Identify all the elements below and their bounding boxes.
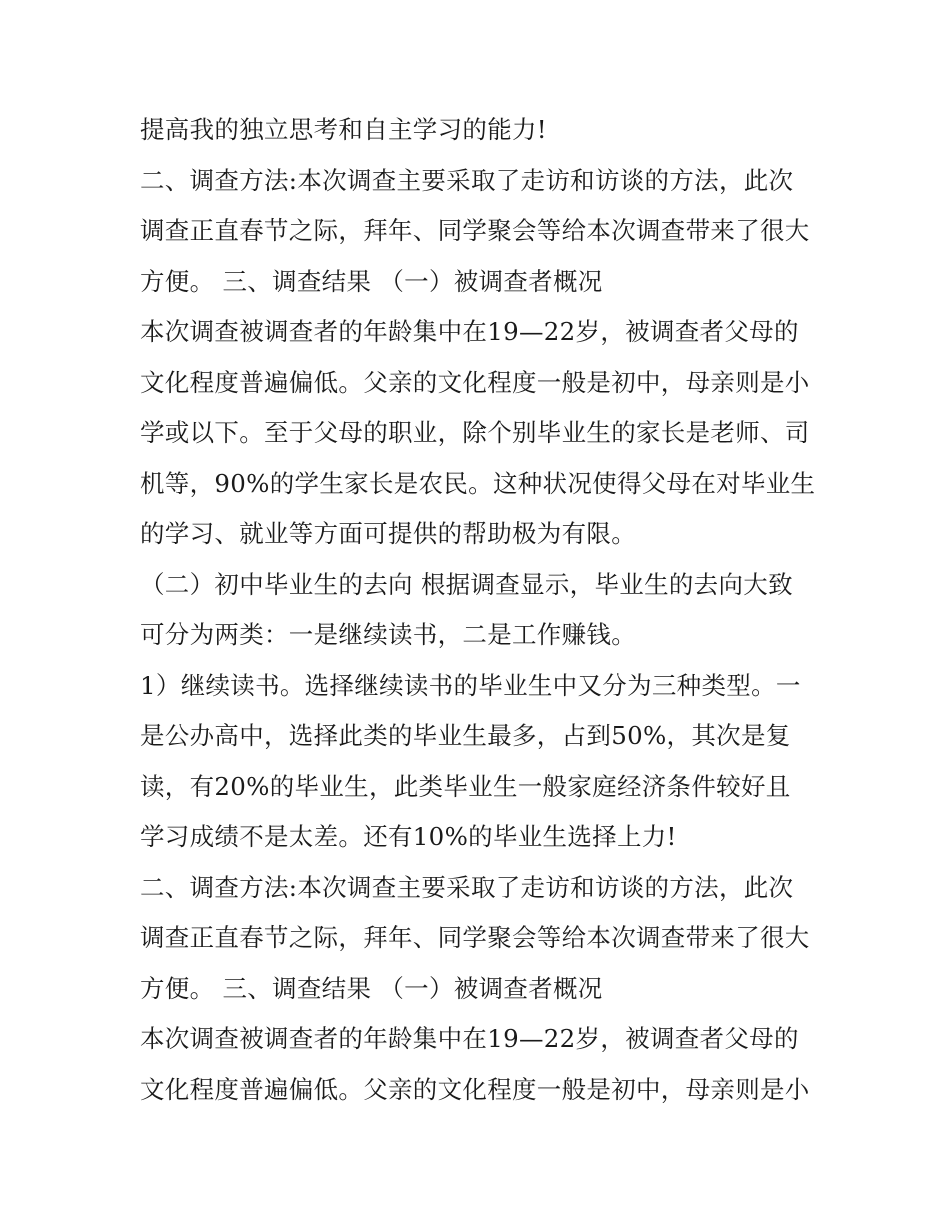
text-line: 方便。 三、调查结果 （一）被调查者概况 bbox=[140, 973, 603, 1003]
text-line: 学习成绩不是太差。还有10%的毕业生选择上力! bbox=[140, 822, 677, 851]
text-line: 是公办高中，选择此类的毕业生最多，占到50%，其次是复 bbox=[140, 721, 791, 750]
text-line: 本次调查被调查者的年龄集中在19—22岁，被调查者父母的 bbox=[140, 1024, 799, 1053]
text-line: 调查正直春节之际，拜年、同学聚会等给本次调查带来了很大 bbox=[140, 923, 810, 952]
text-line: 可分为两类：一是继续读书，二是工作赚钱。 bbox=[140, 620, 636, 649]
text-line: 方便。 三、调查结果 （一）被调查者概况 bbox=[140, 266, 603, 296]
text-line: 本次调查被调查者的年龄集中在19—22岁，被调查者父母的 bbox=[140, 317, 799, 346]
text-line: 文化程度普遍偏低。父亲的文化程度一般是初中，母亲则是小 bbox=[140, 367, 810, 397]
text-line: 的学习、就业等方面可提供的帮助极为有限。 bbox=[140, 519, 636, 548]
text-line: 提高我的独立思考和自主学习的能力! bbox=[140, 115, 547, 144]
text-line: 机等，90%的学生家长是农民。这种状况使得父母在对毕业生 bbox=[140, 468, 816, 498]
text-line: 学或以下。至于父母的职业，除个别毕业生的家长是老师、司 bbox=[140, 418, 810, 447]
text-line: 读，有20%的毕业生，此类毕业生一般家庭经济条件较好且 bbox=[140, 771, 791, 801]
text-line: 二、调查方法:本次调查主要采取了走访和访谈的方法，此次 bbox=[140, 872, 794, 902]
text-line: 调查正直春节之际，拜年、同学聚会等给本次调查带来了很大 bbox=[140, 216, 810, 245]
text-line: （二）初中毕业生的去向 根据调查显示，毕业生的去向大致 bbox=[140, 569, 793, 599]
text-line: 二、调查方法:本次调查主要采取了走访和访谈的方法，此次 bbox=[140, 165, 794, 195]
text-line: 文化程度普遍偏低。父亲的文化程度一般是初中，母亲则是小 bbox=[140, 1074, 810, 1104]
document-page bbox=[140, 105, 840, 1115]
text-line: 1）继续读书。选择继续读书的毕业生中又分为三种类型。一 bbox=[140, 670, 801, 700]
